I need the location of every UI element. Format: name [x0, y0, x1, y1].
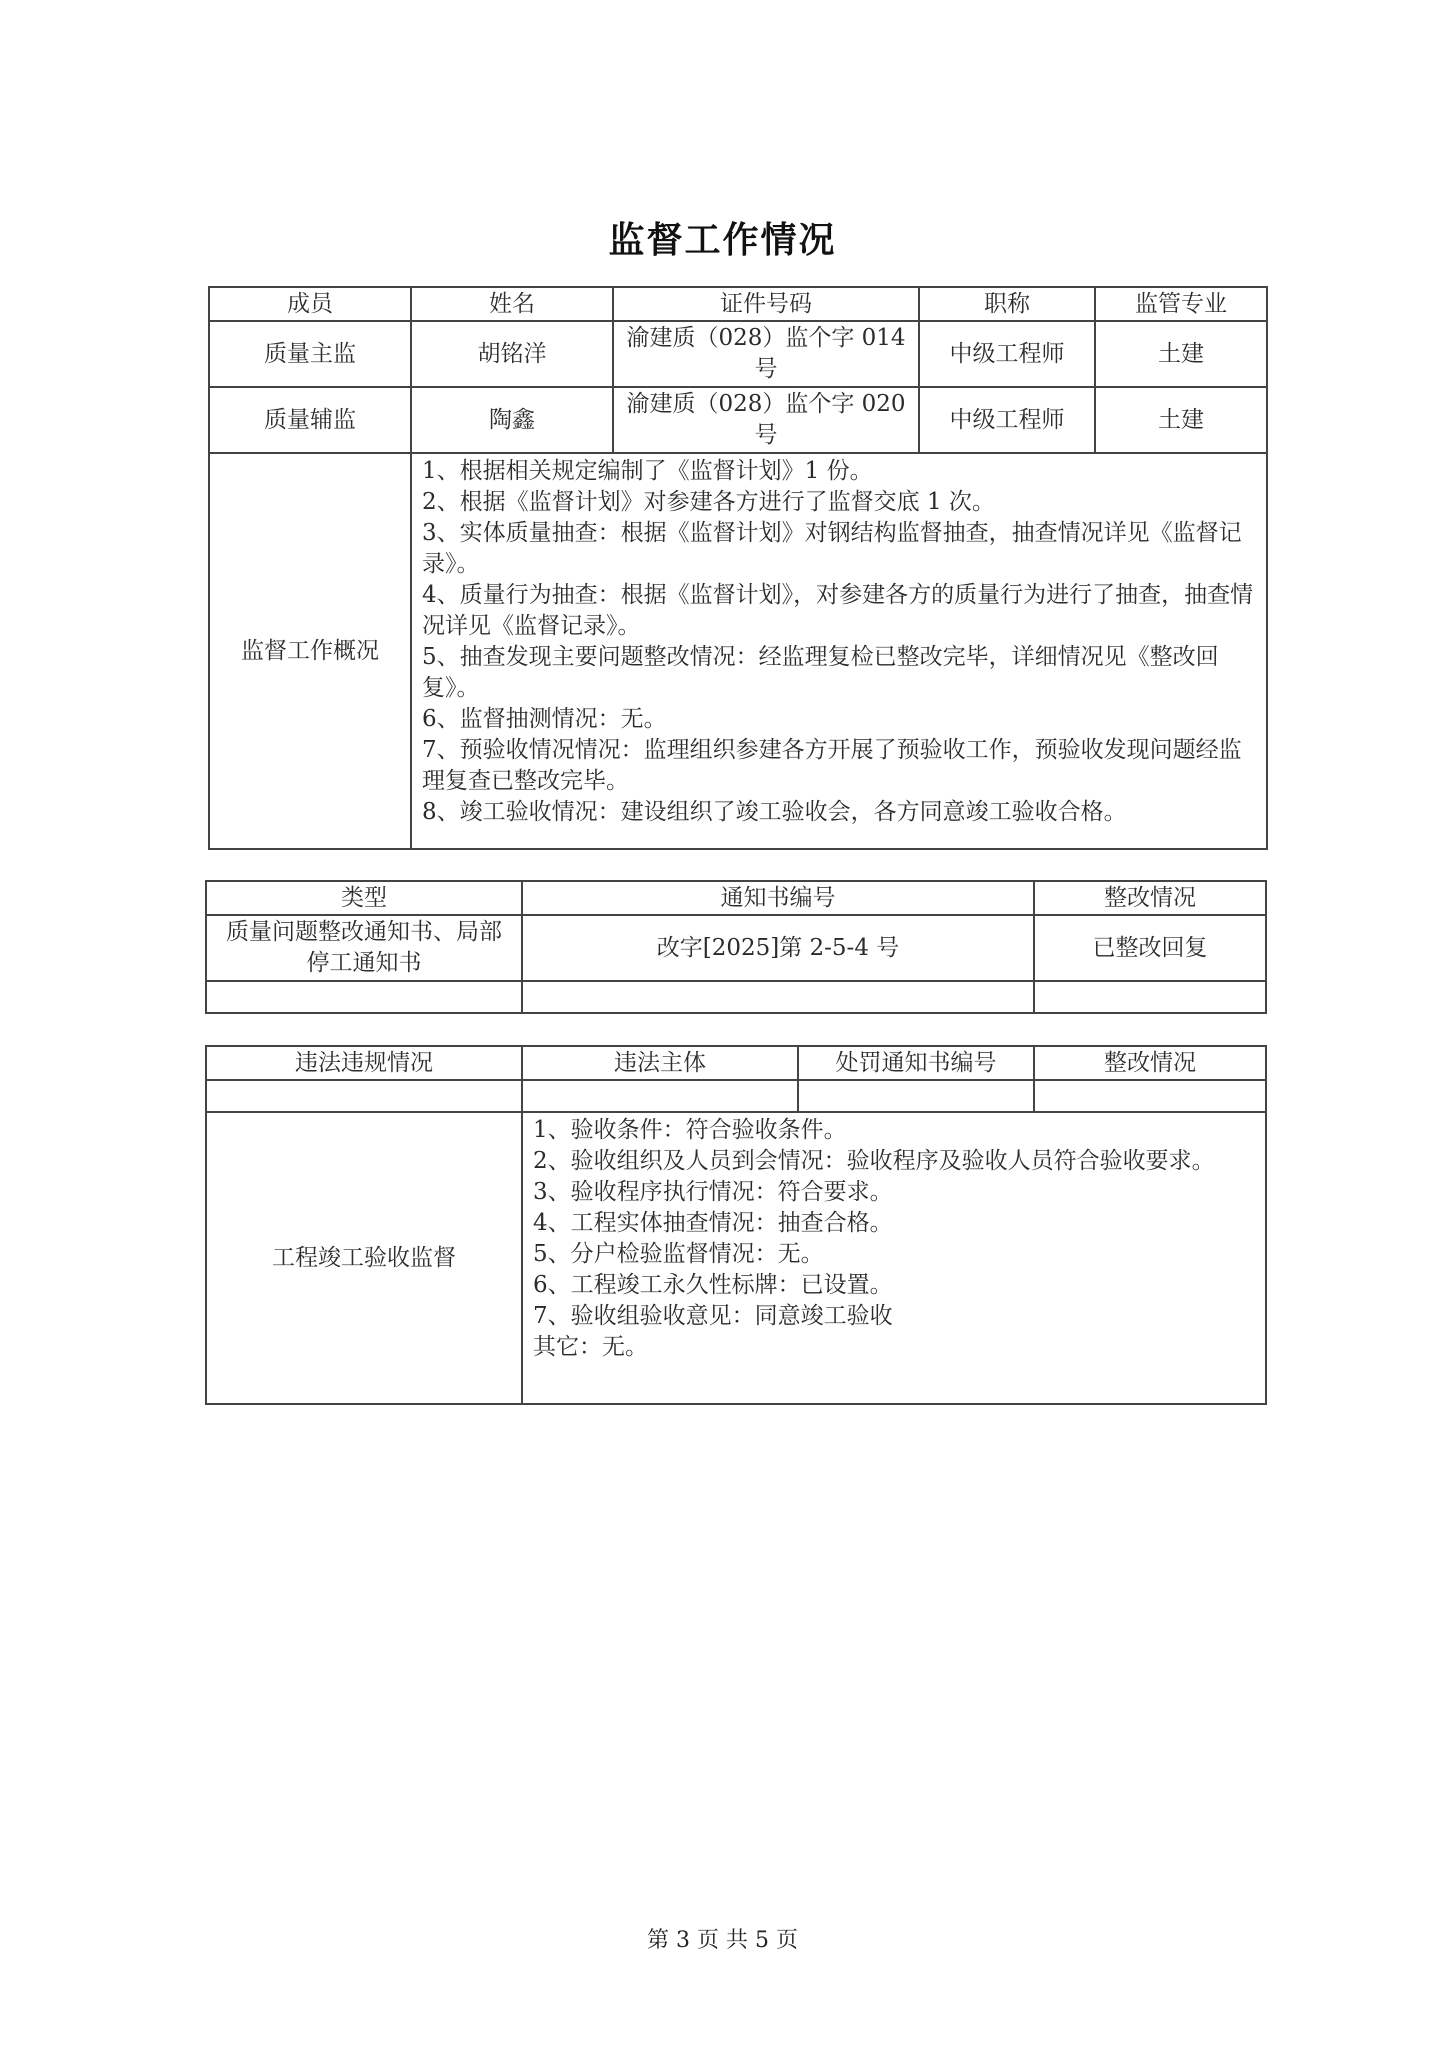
- table-cell: 质量主监: [209, 321, 411, 387]
- header-cell: 证件号码: [613, 287, 919, 321]
- overview-line: 1、根据相关规定编制了《监督计划》1 份。: [422, 458, 873, 484]
- overview-line: 7、预验收情况情况：监理组织参建各方开展了预验收工作，预验收发现问题经监理复查已整改完毕。: [422, 737, 1242, 794]
- acceptance-line: 其它：无。: [533, 1334, 648, 1360]
- acceptance-line: 1、验收条件：符合验收条件。: [533, 1117, 847, 1143]
- header-cell: 成员: [209, 287, 411, 321]
- overview-label: 监督工作概况: [209, 453, 411, 849]
- overview-line: 4、质量行为抽查：根据《监督计划》，对参建各方的质量行为进行了抽查，抽查情况详见《监督记录》。: [422, 582, 1254, 639]
- table-cell: [1034, 1080, 1266, 1112]
- table-cell: 土建: [1095, 387, 1267, 453]
- table-cell: [1034, 981, 1266, 1013]
- header-cell: 监管专业: [1095, 287, 1267, 321]
- header-cell: 类型: [206, 881, 522, 915]
- overview-line: 2、根据《监督计划》对参建各方进行了监督交底 1 次。: [422, 489, 995, 515]
- header-cell: 处罚通知书编号: [798, 1046, 1034, 1080]
- page-number: 第 3 页 共 5 页: [647, 1928, 798, 1953]
- acceptance-line: 4、工程实体抽查情况：抽查合格。: [533, 1210, 893, 1236]
- table-header-row: [209, 287, 1267, 321]
- acceptance-line: 3、验收程序执行情况：符合要求。: [533, 1179, 893, 1205]
- table-row: [209, 321, 1267, 387]
- table-cell: [522, 981, 1034, 1013]
- table-cell: [798, 1080, 1034, 1112]
- acceptance-line: 7、验收组验收意见：同意竣工验收: [533, 1303, 893, 1329]
- acceptance-label: 工程竣工验收监督: [206, 1112, 522, 1404]
- overview-line: 6、监督抽测情况：无。: [422, 706, 667, 732]
- table-cell: 质量辅监: [209, 387, 411, 453]
- acceptance-line: 2、验收组织及人员到会情况：验收程序及验收人员符合验收要求。: [533, 1148, 1215, 1174]
- acceptance-line: 6、工程竣工永久性标牌：已设置。: [533, 1272, 893, 1298]
- table-row: [209, 387, 1267, 453]
- acceptance-line: 5、分户检验监督情况：无。: [533, 1241, 824, 1267]
- overview-content: [411, 453, 1267, 849]
- table-cell: 胡铭洋: [411, 321, 613, 387]
- table-cell: [522, 1080, 798, 1112]
- header-cell: 姓名: [411, 287, 613, 321]
- notice-table: [205, 880, 1267, 1014]
- table-cell: 渝建质（028）监个字 020 号: [613, 387, 919, 453]
- violation-table: [205, 1045, 1267, 1405]
- overview-row: [209, 453, 1267, 849]
- members-table: [208, 286, 1268, 850]
- header-cell: 通知书编号: [522, 881, 1034, 915]
- table-row: [206, 915, 1266, 981]
- table-cell: [206, 981, 522, 1013]
- page-title: 监督工作情况: [608, 220, 837, 261]
- header-cell: 整改情况: [1034, 881, 1266, 915]
- header-cell: 职称: [919, 287, 1095, 321]
- table-cell: 质量问题整改通知书、局部停工通知书: [206, 915, 522, 981]
- overview-line: 8、竣工验收情况：建设组织了竣工验收会，各方同意竣工验收合格。: [422, 799, 1127, 825]
- table-cell: 土建: [1095, 321, 1267, 387]
- table-cell: 中级工程师: [919, 321, 1095, 387]
- table-row: [206, 981, 1266, 1013]
- acceptance-row: [206, 1112, 1266, 1404]
- overview-line: 3、实体质量抽查：根据《监督计划》对钢结构监督抽查，抽查情况详见《监督记录》。: [422, 520, 1242, 577]
- header-cell: 违法主体: [522, 1046, 798, 1080]
- table-cell: [206, 1080, 522, 1112]
- table-cell: 中级工程师: [919, 387, 1095, 453]
- table-cell: 渝建质（028）监个字 014 号: [613, 321, 919, 387]
- table-cell: 陶鑫: [411, 387, 613, 453]
- header-cell: 违法违规情况: [206, 1046, 522, 1080]
- table-cell: 改字[2025]第 2-5-4 号: [522, 915, 1034, 981]
- header-cell: 整改情况: [1034, 1046, 1266, 1080]
- table-header-row: [206, 881, 1266, 915]
- overview-line: 5、抽查发现主要问题整改情况：经监理复检已整改完毕，详细情况见《整改回复》。: [422, 644, 1219, 701]
- table-row: [206, 1080, 1266, 1112]
- acceptance-content: [522, 1112, 1266, 1404]
- table-header-row: [206, 1046, 1266, 1080]
- table-cell: 已整改回复: [1034, 915, 1266, 981]
